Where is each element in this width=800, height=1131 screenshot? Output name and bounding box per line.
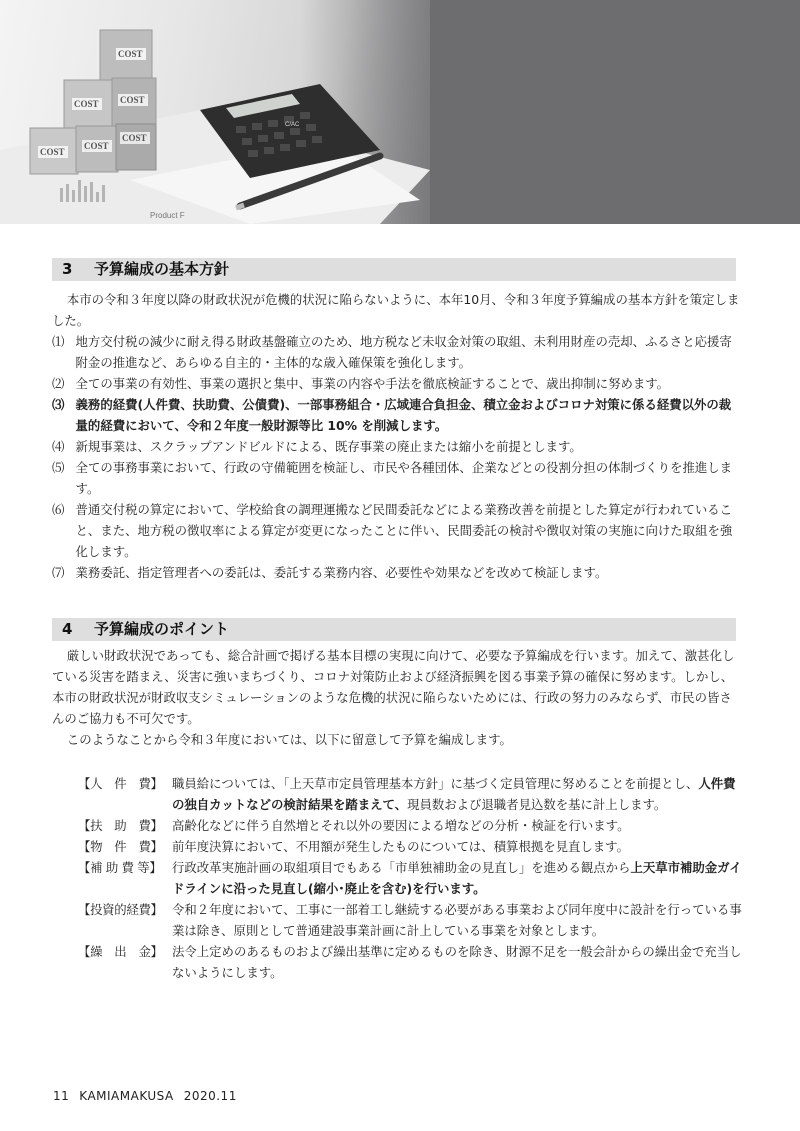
cube-label: COST <box>40 147 65 157</box>
section3-title: 予算編成の基本方針 <box>94 260 230 278</box>
point-label: 【扶 助 費】 <box>78 818 163 833</box>
cube-label: COST <box>122 133 147 143</box>
point-label: 【人 件 費】 <box>78 776 163 791</box>
budget-point: 【人 件 費】 職員給については、「上天草市定員管理基本方針」に基づく定員管理に努めることを前提とし、人件費の独自カットなどの検討結果を踏まえて、現員数および退職者見込数を基に計上します。 <box>78 773 742 815</box>
policy-item: ⑸ 全ての事務事業において、行政の守備範囲を検証し、市民や各種団体、企業などとの役割分担の体制づくりを推進します。 <box>52 460 733 496</box>
budget-point: 【扶 助 費】 高齢化などに伴う自然増とそれ以外の要因による増などの分析・検証を行います。 <box>78 815 742 836</box>
magazine-name: KAMIAMAKUSA <box>79 1089 174 1103</box>
policy-item: ⑺ 業務委託、指定管理者への委託は、委託する業務内容、必要性や効果などを改めて検証します。 <box>52 565 608 580</box>
budget-points <box>78 773 742 983</box>
cube-label: COST <box>74 99 99 109</box>
policy-item: ⑷ 新規事業は、スクラップアンドビルドによる、既存事業の廃止または縮小を前提とします。 <box>52 439 582 454</box>
section3-body <box>52 289 742 583</box>
section4-number: 4 <box>62 620 73 638</box>
policy-item: ⑴ 地方交付税の減少に耐え得る財政基盤確立のため、地方税など未収金対策の取組、未利用財産の売却、ふるさと応援寄附金の推進など、あらゆる自主的・主体的な歳入確保策を強化します。 <box>52 334 732 370</box>
section4-para2: このようなことから令和３年度においては、以下に留意して予算を編成します。 <box>66 732 512 747</box>
section4-heading <box>52 618 736 641</box>
section4-title: 予算編成のポイント <box>94 620 230 638</box>
cost-cubes <box>30 30 156 174</box>
hero-illustration <box>0 0 800 224</box>
cube-label: COST <box>120 95 145 105</box>
paper-label: Product F <box>150 211 185 220</box>
page-footer <box>53 1089 247 1103</box>
policy-item: ⑹ 普通交付税の算定において、学校給食の調理運搬など民間委託などによる業務改善を前提とした算定が行われていること、また、地方税の徴収率による算定が変更になったことに伴い、民間委託の検討や徴収対策の実施に向けた取組を強化します。 <box>52 502 733 559</box>
page-number: 11 <box>53 1089 70 1103</box>
section3-heading <box>52 258 736 281</box>
point-label: 【投資的経費】 <box>78 902 163 917</box>
point-label: 【物 件 費】 <box>78 839 163 854</box>
section3-number: 3 <box>62 260 73 278</box>
hero-image <box>0 0 800 224</box>
policy-item: ⑵ 全ての事業の有効性、事業の選択と集中、事業の内容や手法を徹底検証することで、歳出抑制に努めます。 <box>52 376 670 391</box>
budget-point: 【物 件 費】 前年度決算において、不用額が発生したものについては、積算根拠を見直します。 <box>78 836 742 857</box>
cube-label: COST <box>118 49 143 59</box>
point-label: 【補 助 費 等】 <box>78 860 162 875</box>
calculator-key-label: C/AC <box>285 122 300 128</box>
policy-item-highlight: ⑶ 義務的経費(人件費、扶助費、公債費)、一部事務組合・広域連合負担金、積立金およびコロナ対策に係る経費以外の裁量的経費において、令和２年度一般財源等比 10% を削減します。 <box>52 397 732 433</box>
budget-point: 【補 助 費 等】 行政改革実施計画の取組項目でもある「市単独補助金の見直し」を進める観点から上天草市補助金ガイドラインに沿った見直し(縮小･廃止を含む)を行います。 <box>78 857 742 899</box>
section3-intro: 本市の令和３年度以降の財政状況が危機的状況に陥らないように、本年10月、令和３年度予算編成の基本方針を策定しました。 <box>52 292 740 328</box>
issue-date: 2020.11 <box>183 1089 237 1103</box>
section4-body <box>52 645 742 750</box>
section4-para1: 厳しい財政状況であっても、総合計画で掲げる基本目標の実現に向けて、必要な予算編成を行います。加えて、激甚化している災害を踏まえ、災害に強いまちづくり、コロナ対策防止および経済振興を図る事業予算の確保に努めます。しかし、本市の財政状況が財政収支シミュレーションのような危機的状況に陥らないためには、行政の努力のみならず、市民の皆さんのご協力も不可欠です。 <box>52 648 735 726</box>
budget-point: 【繰 出 金】 法令上定めのあるものおよび繰出基準に定めるものを除き、財源不足を一般会計からの繰出金で充当しないようにします。 <box>78 941 742 983</box>
budget-point: 【投資的経費】 令和２年度において、工事に一部着工し継続する必要がある事業および同年度中に設計を行っている事業は除き、原則として普通建設事業計画に計上している事業を対象とします。 <box>78 899 742 941</box>
point-label: 【繰 出 金】 <box>78 944 163 959</box>
cube-label: COST <box>84 141 109 151</box>
